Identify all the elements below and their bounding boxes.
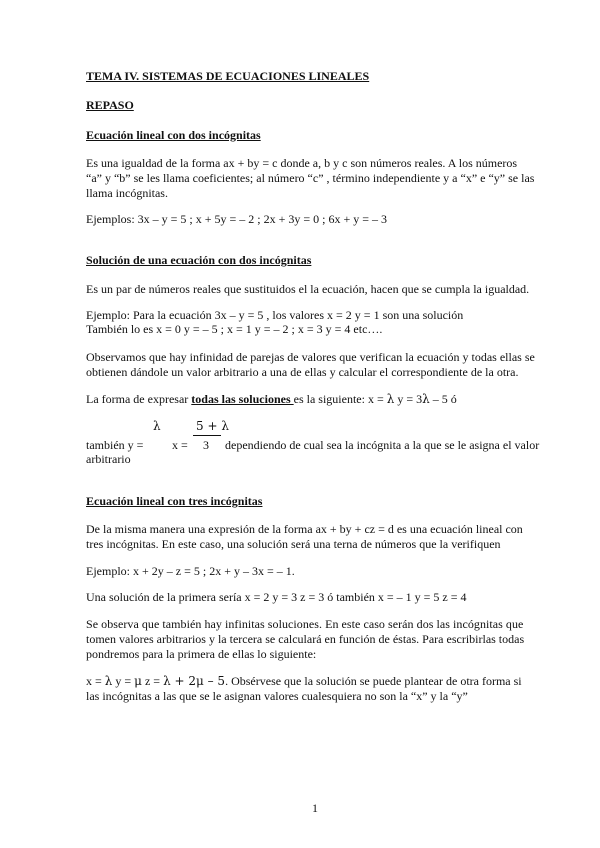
document-title: TEMA IV. SISTEMAS DE ECUACIONES LINEALES (86, 69, 370, 83)
lambda-symbol: λ (104, 674, 113, 688)
lambda-symbol: λ (153, 419, 161, 433)
section-heading-two-unknowns: Ecuación lineal con dos incógnitas (86, 128, 261, 142)
general-solution-line (86, 392, 457, 406)
param-z-expression: λ + 2μ – 5 (163, 674, 226, 688)
general-solution-prefix: La forma de expresar (86, 392, 192, 406)
general-solution-end: – 5 ó (429, 392, 457, 406)
param-x-label: x = (86, 674, 105, 688)
three-unknowns-definition: tres incógnitas. En este caso, una solución será una terna de números que la verifiquen (86, 537, 501, 551)
parametric-solution-line (86, 674, 522, 688)
fraction-bar (193, 435, 221, 436)
lambda-symbol: λ (422, 392, 430, 406)
infinite-solutions-line: tomen valores arbitrarios y la tercera se calculará en función de éstas. Para escribirlas todas (86, 632, 525, 646)
example-line: Ejemplo: x + 2y – z = 5 ; 2x + y – 3x = – 1. (86, 564, 295, 578)
example-line: También lo es x = 0 y = – 5 ; x = 1 y = – 2 ; x = 3 y = 4 etc…. (86, 322, 383, 336)
observation-line: Observamos que hay infinidad de parejas de valores que verifican la ecuación y todas ellas se (86, 350, 535, 364)
param-note: . Obsérvese que la solución se puede plantear de otra forma si (225, 674, 522, 688)
page-number: 1 (312, 801, 318, 815)
alternate-solution-text: arbitrario (86, 452, 131, 466)
general-solution-y: y = 3 (394, 392, 423, 406)
solution-definition: Es un par de números reales que sustituidos el la ecuación, hacen que se cumpla la igualdad. (86, 282, 530, 296)
example-line: Ejemplo: Para la ecuación 3x – y = 5 , los valores x = 2 y = 1 son una solución (86, 308, 464, 322)
alternate-solution-text: dependiendo de cual sea la incógnita a la que se le asigna el valor (225, 438, 540, 452)
examples-line: Ejemplos: 3x – y = 5 ; x + 5y = – 2 ; 2x + 3y = 0 ; 6x + y = – 3 (86, 212, 388, 226)
infinite-solutions-line: pondremos para la primera de ellas lo siguiente: (86, 647, 317, 661)
general-solution-emphasis: todas las soluciones (191, 392, 294, 406)
infinite-solutions-line: Se observa que también hay infinitas soluciones. En este caso serán dos las incógnitas que (86, 617, 524, 631)
section-repaso-heading: REPASO (86, 98, 134, 112)
param-z-label: z = (141, 674, 164, 688)
fraction-denominator: 3 (203, 438, 209, 452)
three-unknowns-definition: De la misma manera una expresión de la forma ax + by + cz = d es una ecuación lineal con (86, 522, 523, 536)
parametric-note-line: las incógnitas a las que se le asignan valores cualesquiera no son la “x” y la “y” (86, 689, 468, 703)
lambda-symbol: λ (386, 392, 395, 406)
param-y-label: y = (112, 674, 135, 688)
definition-line: Es una igualdad de la forma ax + by = c donde a, b y c son números reales. A los números (86, 156, 518, 170)
definition-line: llama incógnitas. (86, 186, 168, 200)
alternate-solution-x: x = (172, 438, 188, 452)
solution-example-line: Una solución de la primera sería x = 2 y = 3 z = 3 ó también x = – 1 y = 5 z = 4 (86, 590, 467, 604)
section-heading-three-unknowns: Ecuación lineal con tres incógnitas (86, 494, 263, 508)
alternate-solution-prefix: también y = (86, 438, 144, 452)
fraction-numerator: 5 + λ (196, 419, 229, 433)
observation-line: obtienen dándole un valor arbitrario a una de ellas y calcular el correspondiente de la otra. (86, 365, 519, 379)
section-heading-solution: Solución de una ecuación con dos incógnitas (86, 253, 312, 267)
definition-line: “a” y “b” se les llama coeficientes; al número “c” , término independiente y a “x” e “y” se las (86, 171, 535, 185)
mu-symbol: μ (134, 674, 142, 688)
general-solution-mid: es la siguiente: x = (293, 392, 387, 406)
